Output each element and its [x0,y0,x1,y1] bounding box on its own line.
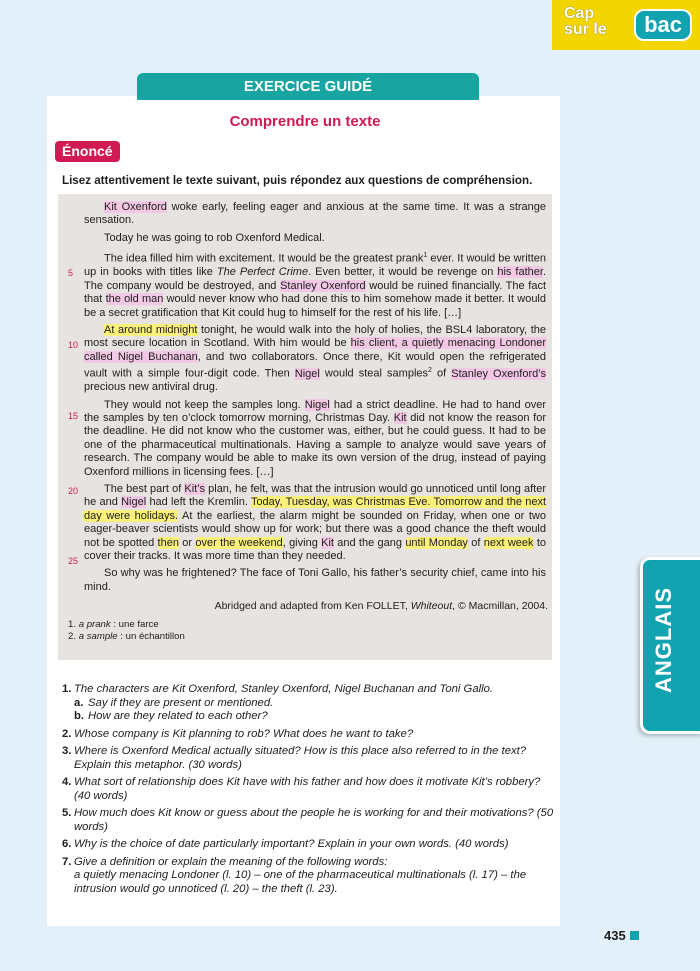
paragraph-2: Today he was going to rob Oxenford Medical. [104,231,325,244]
line-number: 10 [68,340,79,350]
badge-line1: Cap [564,5,595,22]
question-1b: b. How are they related to each other? [74,710,268,722]
questions-list [62,683,554,900]
instructions: Lisez attentivement le texte suivant, puis répondez aux questions de compréhension. [62,174,533,187]
question-1: 1. The characters are Kit Oxenford, Stanley Oxenford, Nigel Buchanan and Toni Gallo. a. Say if they are present or mentioned. b. How are they related to each other? [62,683,554,724]
subject-label: ANGLAIS [651,587,676,693]
page-marker-square [630,931,639,940]
paragraph-3: The idea filled him with excitement. It would be the greatest prank$^1$ ever. It would be written up in books with titles like The Perfect Crime. Even better, it would be revenge on his father. The company would be destroyed, and Stanley Oxenford would be ruined financially. The fact that the old man would never know who had done this to him somehow made it better. It would be a secret gratification that Kit could hug to himself for the rest of his life. […] [84,252,547,319]
paragraph-7: So why was he frightened? The face of Toni Gallo, his father’s security chief, came into his mind. [84,567,546,593]
footnote: 2. a sample : un échantillon [68,631,185,642]
paragraph-1: Kit Oxenford woke early, feeling eager and anxious at the same time. It was a strange sensation. [84,201,547,227]
line-number: 25 [68,556,79,566]
question-4: 4. What sort of relationship does Kit have with his father and how does it motivate Kit’s robbery? (40 words) [62,776,541,802]
footnotes [68,619,185,643]
passage [84,201,546,598]
badge-line2: sur le [564,21,607,38]
question-6: 6. Why is the choice of date particularly important? Explain in your own words. (40 words) [62,838,509,850]
paragraph-6: The best part of Kit’s plan, he felt, was that the intrusion would go unnoticed until long after he and Nigel had left the Kremlin. Today, Tuesday, was Christmas Eve. Tomorrow and the next day were holidays. At the earliest, the alarm might be sounded on Friday, when one or two eager-beaver scientists would show up for work; but there was a good chance the theft would not be spotted then or over the weekend, giving Kit and the gang until Monday of next week to cover their tracks. It was more time than they needed. [84,483,547,563]
question-7-words: a quietly menacing Londoner (l. 10) – one of the pharmaceutical multinationals (l. 17) – the intrusion would go unnoticed (l. 20) – the theft (l. 23). [74,869,527,895]
line-number: 20 [68,486,79,496]
cap-sur-le-bac-badge [552,0,700,50]
page-number: 435 [604,928,626,943]
question-7: 7. Give a definition or explain the meaning of the following words: a quietly menacing Londoner (l. 10) – one of the pharmaceutical multinationals (l. 17) – the intrusion would go unnoticed (l. 20) – the theft (l. 23). [62,856,554,897]
question-2: 2. Whose company is Kit planning to rob? What does he want to take? [62,727,414,740]
question-3: 3. Where is Oxenford Medical actually situated? How is this place also referred to in the text? Explain this metaphor. (30 words) [62,745,527,771]
badge-bac: bac [634,9,692,41]
question-1a: a. Say if they are present or mentioned. [74,696,274,709]
footnote: 1. a prank : une farce [68,619,159,630]
exercise-header: EXERCICE GUIDÉ [137,73,479,100]
enonce-tag: Énoncé [55,141,120,162]
badge-text [564,6,607,38]
source-citation: Abridged and adapted from Ken FOLLET, Whiteout, © Macmillan, 2004. [214,600,548,612]
paragraph-5: They would not keep the samples long. Nigel had a strict deadline. He had to hand over the samples by ten o’clock tomorrow morning, Christmas Day. Kit did not know the reason for the deadline. He did not know who the customer was, either, but he could guess. It had to be one of the pharmaceutical multinationals. Having a sample to analyze would save years of research. The company would be able to make its own version of the drug, instead of paying Oxenford millions in licensing fees. […] [84,398,546,478]
line-number: 15 [68,411,79,421]
question-5: 5. How much does Kit know or guess about the people he is working for and their motivations? (50 words) [62,807,554,833]
exercise-subtitle: Comprendre un texte [229,113,381,130]
subject-side-tab [640,557,700,734]
line-number: 5 [68,268,74,278]
paragraph-4: At around midnight tonight, he would walk into the holy of holies, the BSL4 laboratory, the most secure location in Scotland. With him would be his client, a quietly menacing Londoner called Nigel Buchanan, and two collaborators. Once there, Kit would open the refrigerated vault with a simple four-digit code. Then Nigel would steal samples$^2$ of Stanley Oxenford’s precious new antiviral drug. [84,323,547,394]
